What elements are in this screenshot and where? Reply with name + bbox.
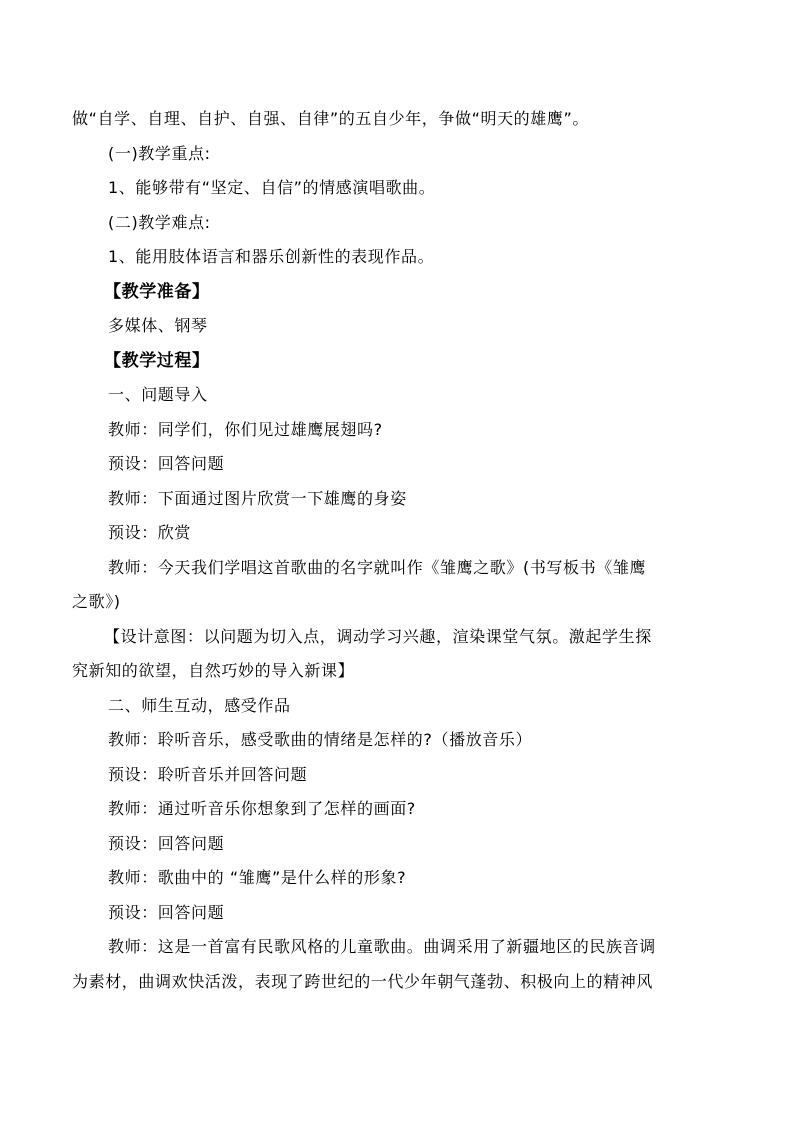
design-intent-line-continued: 究新知的欲望，自然巧妙的导入新课】 [72,661,355,680]
dialogue-line: 教师：下面通过图片欣赏一下雄鹰的身姿 [108,488,407,508]
paragraph-line: 1、能用肢体语言和器乐创新性的表现作品。 [108,247,435,266]
dialogue-line: 教师：通过听音乐你想象到了怎样的画面? [108,799,416,818]
document-body [72,102,724,999]
paragraph-line: 多媒体、钢琴 [108,316,208,335]
dialogue-line-continued: 为素材，曲调欢快活泼，表现了跨世纪的一代少年朝气蓬勃、积极向上的精神风 [72,971,654,991]
dialogue-line-continued: 之歌》) [72,592,121,611]
paragraph-line: 1、能够带有“坚定、自信”的情感演唱歌曲。 [108,178,436,197]
dialogue-line: 预设：回答问题 [108,833,225,853]
dialogue-line: 预设：欣赏 [108,523,192,542]
dialogue-line: 教师：今天我们学唱这首歌曲的名字就叫作《雏鹰之歌》(书写板书《雏鹰 [108,557,647,577]
subsection-heading-intro: 一、问题导入 [108,385,208,404]
dialogue-line: 教师：聆听音乐，感受歌曲的情绪是怎样的?（播放音乐） [108,730,533,749]
section-heading-key-points: (一)教学重点: [108,143,211,163]
subsection-heading-interaction: 二、师生互动，感受作品 [108,695,291,715]
dialogue-line: 预设：回答问题 [108,902,225,922]
dialogue-line: 教师：这是一首富有民歌风格的儿童歌曲。曲调采用了新疆地区的民族音调 [108,937,656,956]
dialogue-line: 预设：回答问题 [108,454,225,473]
section-heading-preparation: 【教学准备】 [104,281,210,302]
paragraph-line: 做“自学、自理、自护、自强、自律”的五自少年，争做“明天的雄鹰”。 [72,109,589,128]
section-heading-difficulties: (二)教学难点: [108,212,211,232]
design-intent-line: 【设计意图：以问题为切入点，调动学习兴趣，渲染课堂气氛。激起学生探 [104,626,652,646]
dialogue-line: 教师：歌曲中的 “雏鹰”是什么样的形象? [108,868,407,887]
section-heading-process: 【教学过程】 [104,350,210,371]
dialogue-line: 教师：同学们，你们见过雄鹰展翅吗? [108,419,383,439]
dialogue-line: 预设：聆听音乐并回答问题 [108,764,308,784]
